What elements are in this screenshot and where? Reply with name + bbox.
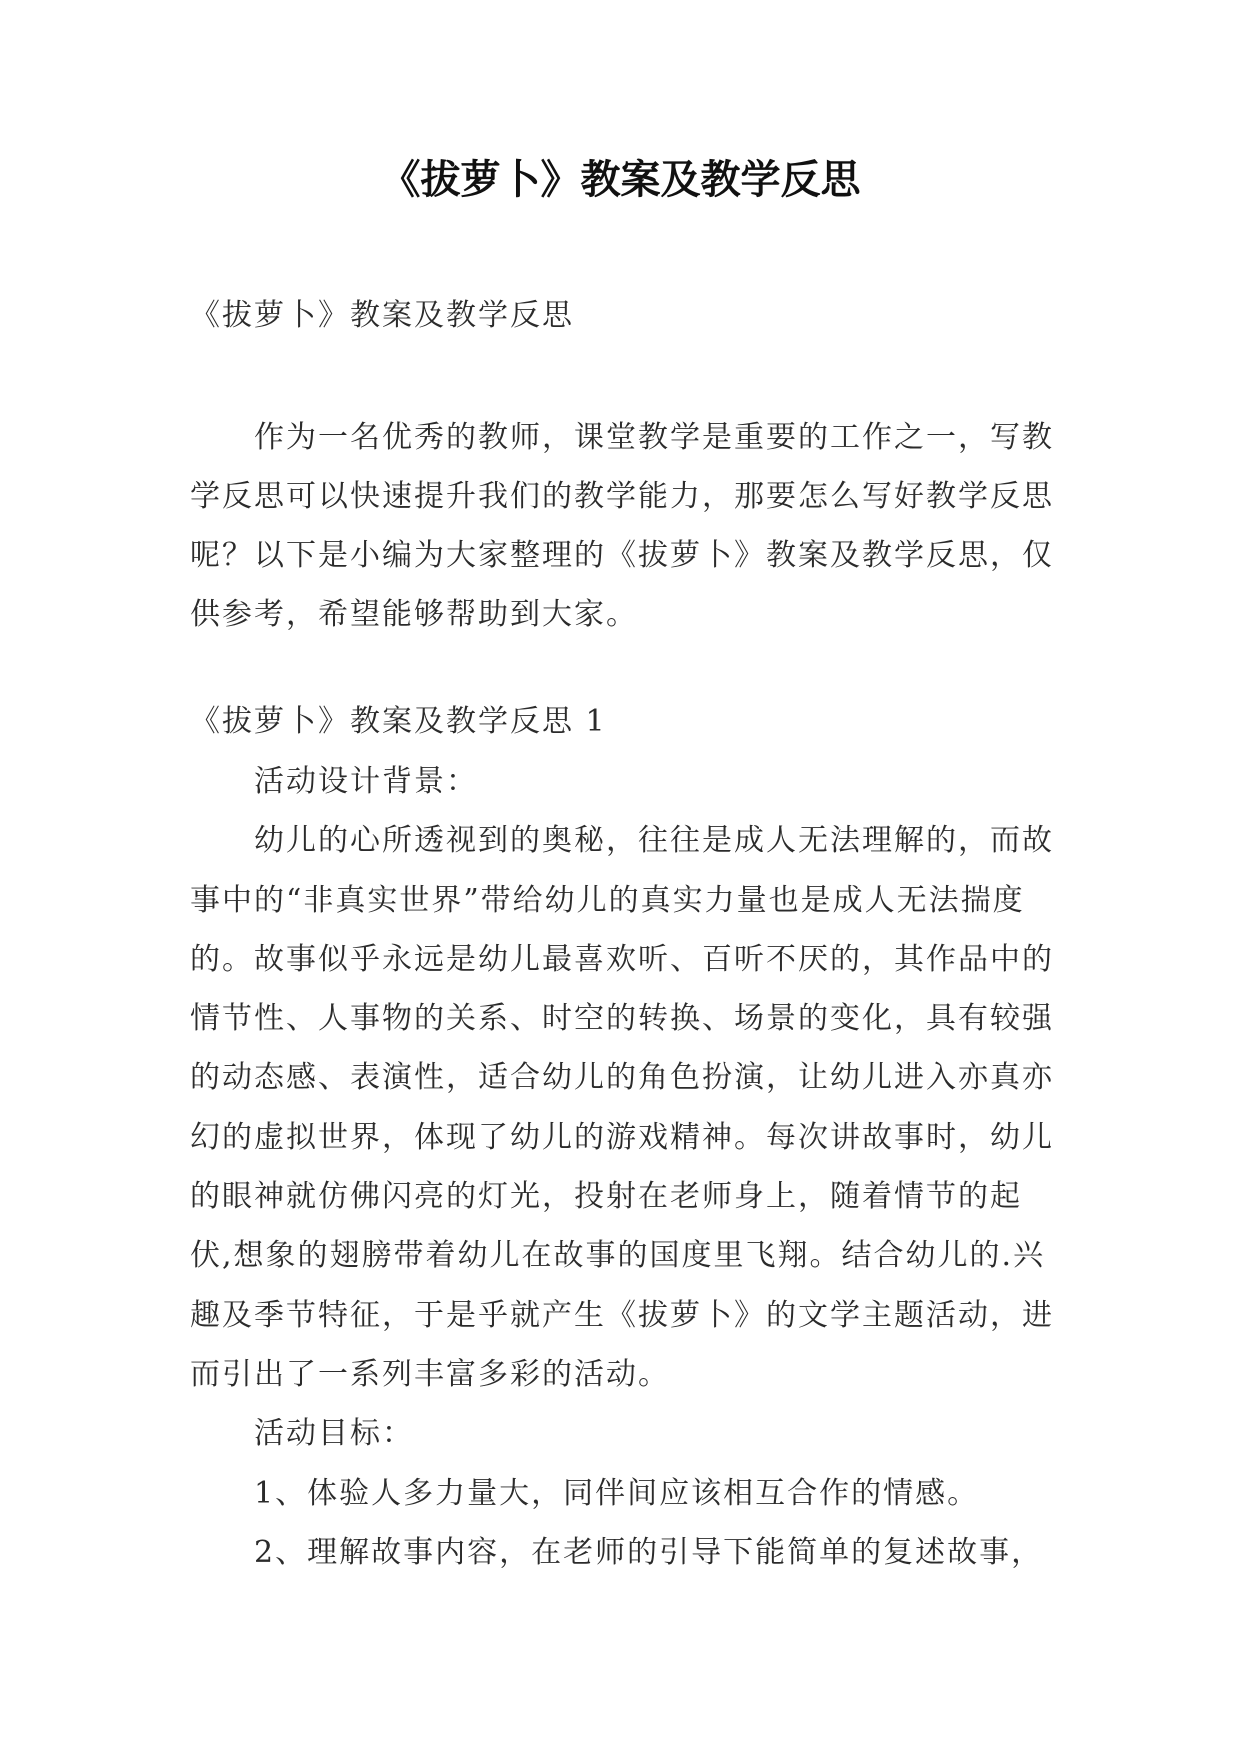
background-paragraph: 幼儿的心所透视到的奥秘，往往是成人无法理解的，而故事中的“非真实世界”带给幼儿的真实力量也是成人无法揣度的。故事似乎永远是幼儿最喜欢听、百听不厌的，其作品中的情节性、人事物的关系、时空的转换、场景的变化，具有较强的动态感、表演性，适合幼儿的角色扮演，让幼儿进入亦真亦幻的虚拟世界，体现了幼儿的游戏精神。每次讲故事时，幼儿的眼神就仿佛闪亮的灯光，投射在老师身上，随着情节的起伏,想象的翅膀带着幼儿在故事的国度里飞翔。结合幼儿的.兴趣及季节特征，于是乎就产生《拔萝卜》的文学主题活动，进而引出了一系列丰富多彩的活动。 (190, 823, 1054, 1392)
section-body (190, 752, 1060, 1582)
intro-paragraph: 作为一名优秀的教师，课堂教学是重要的工作之一，写教学反思可以快速提升我们的教学能力，那要怎么写好教学反思呢？以下是小编为大家整理的《拔萝卜》教案及教学反思，仅供参考，希望能够帮助到大家。 (190, 420, 1054, 632)
document-title: 《拔萝卜》教案及教学反思 (380, 157, 861, 203)
goal-item-2: 2、理解故事内容，在老师的引导下能简单的复述故事， (254, 1534, 1044, 1570)
goals-heading: 活动目标： (254, 1416, 414, 1452)
section-heading: 《拔萝卜》教案及教学反思 1 (190, 704, 607, 739)
background-heading: 活动设计背景： (254, 764, 478, 799)
goal-item-1: 1、体验人多力量大，同伴间应该相互合作的情感。 (254, 1475, 980, 1511)
document-subtitle: 《拔萝卜》教案及教学反思 (190, 298, 574, 333)
